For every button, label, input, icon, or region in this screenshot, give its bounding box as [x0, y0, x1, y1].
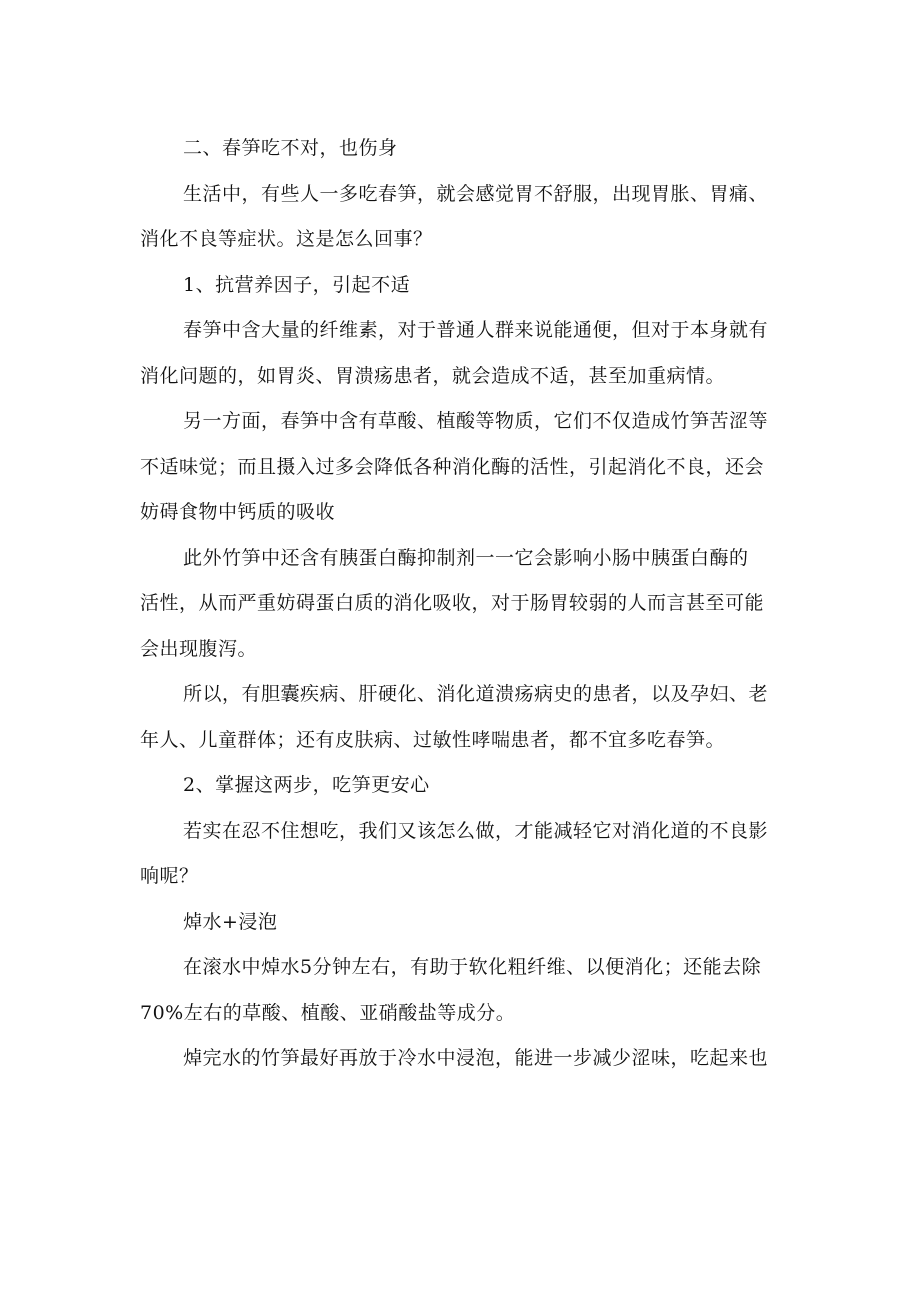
- text-line: 另一方面，春笋中含有草酸、植酸等物质，它们不仅造成竹笋苦涩等: [183, 410, 769, 432]
- paragraph: [140, 763, 790, 809]
- paragraph: [140, 900, 790, 946]
- subheading-1: [140, 263, 790, 309]
- subheading-2: [140, 763, 790, 809]
- text-line: 会出现腹泻。: [140, 637, 258, 660]
- text-line: 焯完水的竹笋最好再放于冷水中浸泡，能进一步减少涩味，吃起来也: [183, 1047, 769, 1069]
- text-line: 二、春笋吃不对，也伤身: [183, 137, 398, 159]
- trypsin-inhibitor-paragraph: [140, 536, 790, 673]
- section-heading: [140, 126, 790, 172]
- text-line: 活性，从而严重妨碍蛋白质的消化吸收，对于肠胃较弱的人而言甚至可能: [140, 592, 765, 614]
- text-line: 2、掌握这两步，吃笋更安心: [183, 774, 430, 796]
- paragraph: [140, 126, 790, 172]
- text-line: 年人、儿童群体；还有皮肤病、过敏性哮喘患者，都不宜多吃春笋。: [140, 728, 726, 751]
- text-line: 焯水+浸泡: [183, 910, 278, 933]
- paragraph: [140, 1036, 790, 1082]
- text-line: 春笋中含大量的纤维素，对于普通人群来说能通便，但对于本身就有: [183, 319, 769, 341]
- text-line: 所以，有胆囊疾病、肝硬化、消化道溃疡病史的患者，以及孕妇、老: [183, 683, 769, 705]
- text-line: 响呢？: [140, 865, 199, 887]
- soaking-paragraph: [140, 1036, 790, 1082]
- paragraph: [140, 809, 790, 900]
- text-line: 消化问题的，如胃炎、胃溃疡患者，就会造成不适，甚至加重病情。: [140, 364, 726, 387]
- text-line: 此外竹笋中还含有胰蛋白酶抑制剂一一它会影响小肠中胰蛋白酶的: [183, 546, 749, 569]
- paragraph: [140, 172, 790, 263]
- text-line: 生活中，有些人一多吃春笋，就会感觉胃不舒服，出现胃胀、胃痛、: [183, 182, 769, 205]
- document-body: [140, 126, 790, 1082]
- text-line: 若实在忍不住想吃，我们又该怎么做，才能减轻它对消化道的不良影: [183, 819, 769, 842]
- text-line: 1、抗营养因子，引起不适: [183, 273, 411, 296]
- question-paragraph: [140, 809, 790, 900]
- paragraph: [140, 536, 790, 673]
- paragraph: [140, 399, 790, 536]
- text-line: 妨碍食物中钙质的吸收: [140, 501, 336, 523]
- paragraph: [140, 672, 790, 763]
- oxalic-acid-paragraph: [140, 399, 790, 536]
- method-heading: [140, 900, 790, 946]
- paragraph: [140, 945, 790, 1036]
- blanching-paragraph: [140, 945, 790, 1036]
- text-line: 70%左右的草酸、植酸、亚硝酸盐等成分。: [140, 1001, 516, 1024]
- fiber-paragraph: [140, 308, 790, 399]
- intro-paragraph: [140, 172, 790, 263]
- unsuitable-groups-paragraph: [140, 672, 790, 763]
- paragraph: [140, 263, 790, 309]
- text-line: 在滚水中焯水5分钟左右，有助于软化粗纤维、以便消化；还能去除: [183, 956, 762, 978]
- text-line: 不适味觉；而且摄入过多会降低各种消化酶的活性，引起消化不良，还会: [140, 455, 765, 478]
- text-line: 消化不良等症状。这是怎么回事？: [140, 228, 433, 250]
- paragraph: [140, 308, 790, 399]
